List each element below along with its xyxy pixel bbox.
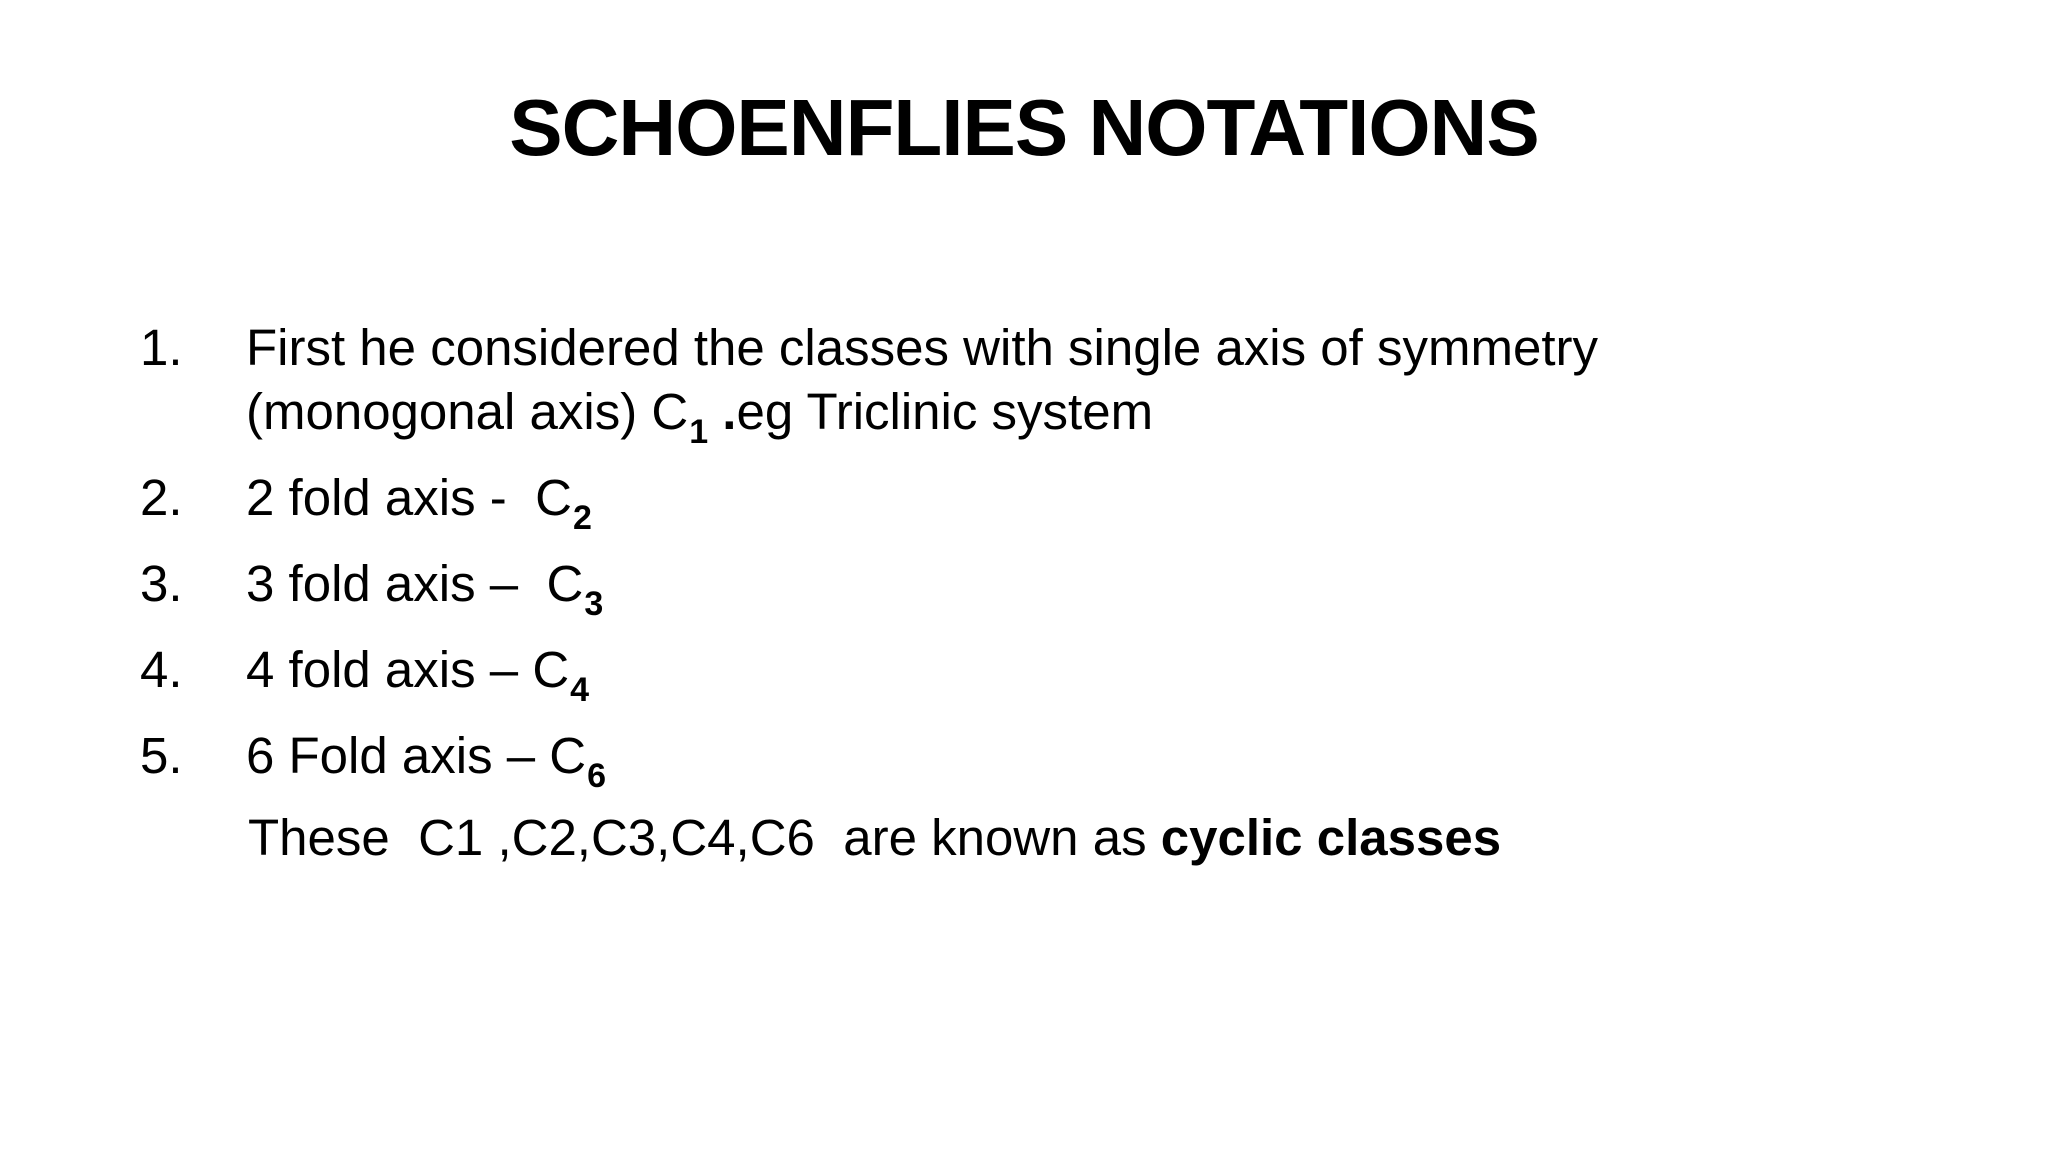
list-text: 4 fold axis – C — [246, 641, 570, 698]
list-item — [140, 466, 1940, 537]
list-text: 3 fold axis – C — [246, 555, 584, 612]
slide-title: SCHOENFLIES NOTATIONS — [509, 83, 1539, 172]
summary-line — [140, 806, 1940, 870]
list-number: 5. — [140, 727, 183, 784]
subscript: 1 — [689, 413, 709, 451]
bullet-list — [140, 316, 1940, 870]
subscript: 4 — [570, 671, 590, 709]
list-number: 3. — [140, 555, 183, 612]
list-item — [140, 316, 1940, 451]
list-item — [140, 724, 1940, 795]
list-text: 2 fold axis - C — [246, 469, 572, 526]
summary-text: These C1 ,C2,C3,C4,C6 are known as — [248, 809, 1161, 866]
subscript: 3 — [584, 585, 604, 623]
subscript: 6 — [587, 757, 607, 795]
bold-text: . — [708, 383, 737, 440]
list-text: 6 Fold axis – C — [246, 727, 587, 784]
list-item — [140, 552, 1940, 623]
summary-bold-text: cyclic classes — [1160, 809, 1502, 866]
subscript: 2 — [572, 499, 592, 537]
list-text: eg Triclinic system — [736, 383, 1154, 440]
list-item — [140, 638, 1940, 709]
list-text: First he considered the classes with single axis of symmetry — [246, 319, 1598, 376]
list-text: (monogonal axis) C — [246, 383, 689, 440]
list-number: 1. — [140, 319, 183, 376]
list-number: 2. — [140, 469, 183, 526]
list-number: 4. — [140, 641, 183, 698]
